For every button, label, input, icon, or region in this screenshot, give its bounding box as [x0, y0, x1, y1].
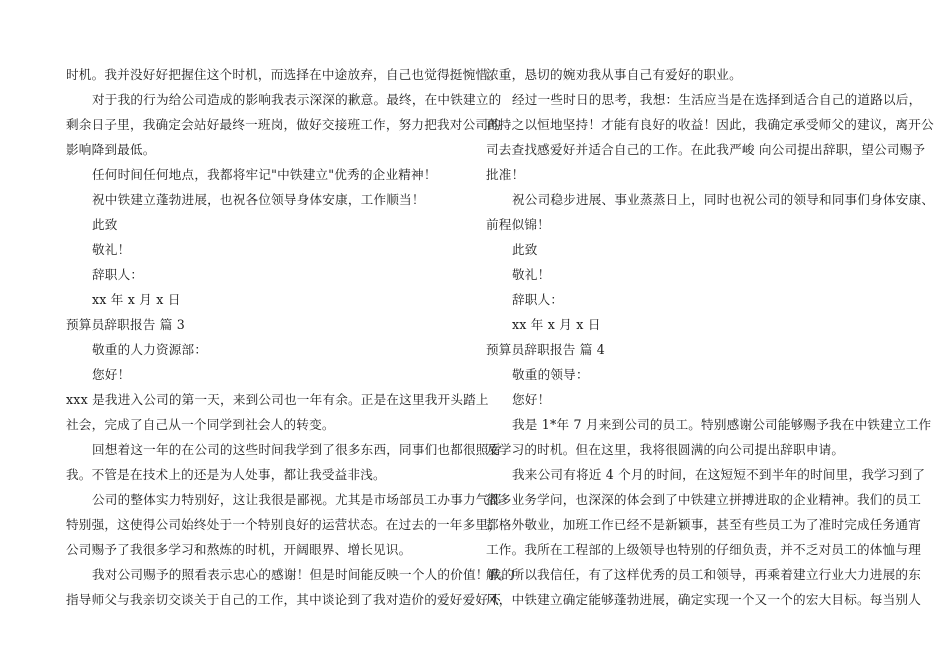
text-line: 及学习的时机。但在这里，我将很圆满的向公司提出辞职申请。	[486, 442, 845, 457]
text-line: 解。所以我信任，有了这样优秀的员工和领导，再乘着建立行业大力进展的东	[486, 567, 921, 582]
text-line: 敬礼！	[92, 242, 131, 257]
text-line: 此致	[512, 242, 538, 257]
text-line: 很多业务学问，也深深的体会到了中铁建立拼搏进取的企业精神。我们的员工	[486, 492, 921, 507]
text-line: 影响降到最低。	[66, 142, 156, 157]
text-line: 剩余日子里，我确定会站好最终一班岗，做好交接班工作，努力把我对公司的	[66, 117, 501, 132]
text-line: 公司的整体实力特别好，这让我很是鄙视。尤其是市场部员工办事力气都	[92, 492, 502, 507]
text-line: 再持之以恒地坚持！才能有良好的收益！因此，我确定承受师父的建议，离开公	[486, 117, 934, 132]
text-line: 您好！	[92, 367, 131, 382]
text-line: 回想着这一年的在公司的这些时间我学到了很多东西，同事们也都很照看	[92, 442, 502, 457]
text-line: 公司赐予了我很多学习和熬炼的时机，开阔眼界、增长见识。	[66, 542, 412, 557]
text-line: 辞职人：	[92, 267, 144, 282]
text-line: 敬重的人力资源部：	[92, 342, 208, 357]
text-line: 风，中铁建立确定能够蓬勃进展，确定实现一个又一个的宏大目标。每当别人	[486, 592, 921, 607]
text-line: 敬重的领导：	[512, 367, 589, 382]
text-line: 预算员辞职报告 篇 4	[486, 342, 605, 357]
text-line: 经过一些时日的思考，我想：生活应当是在选择到适合自己的道路以后，	[512, 92, 922, 107]
text-line: 此致	[92, 217, 118, 232]
text-line: 特别强，这使得公司始终处于一个特别良好的运营状态。在过去的一年多里，	[66, 517, 501, 532]
text-line: 我来公司有将近 4 个月的时间，在这短短不到半年的时间里，我学习到了	[512, 467, 926, 482]
text-line: xxx 是我进入公司的第一天，来到公司也一年有余。正是在这里我开头踏上	[66, 392, 489, 407]
text-line: 社会，完成了自己从一个同学到社会人的转变。	[66, 417, 335, 432]
text-line: 前程似锦！	[486, 217, 550, 232]
text-line: 我对公司赐予的照看表示忠心的感谢！但是时间能反映一个人的价值！我的	[92, 567, 515, 582]
text-line: 司去查找感爱好并适合自己的工作。在此我严峻 向公司提出辞职，望公司赐予	[486, 142, 926, 157]
text-line: 任何时间任何地点，我都将牢记"中铁建立"优秀的企业精神！	[92, 167, 437, 182]
text-line: xx 年 x 月 x 日	[512, 317, 601, 332]
right-text-column	[486, 62, 935, 612]
text-line: 敬礼！	[512, 267, 551, 282]
text-line: 批准！	[486, 167, 525, 182]
text-line: 工作。我所在工程部的上级领导也特别的仔细负责，并不乏对员工的体恤与理	[486, 542, 921, 557]
text-line: 辞职人：	[512, 292, 564, 307]
text-line: 时机。我并没好好把握住这个时机，而选择在中途放弃，自己也觉得挺惋惜。	[66, 67, 501, 82]
text-line: 我。不管是在技术上的还是为人处事，都让我受益非浅。	[66, 467, 386, 482]
text-line: 祝公司稳步进展、事业蒸蒸日上，同时也祝公司的领导和同事们身体安康、	[512, 192, 935, 207]
text-line: 都格外敬业，加班工作已经不是新颖事，甚至有些员工为了准时完成任务通宵	[486, 517, 921, 532]
text-line: 预算员辞职报告 篇 3	[66, 317, 185, 332]
text-line: xx 年 x 月 x 日	[92, 292, 181, 307]
text-line: 您好！	[512, 392, 551, 407]
text-line: 祝中铁建立蓬勃进展，也祝各位领导身体安康，工作顺当！	[92, 192, 425, 207]
text-line: 对于我的行为给公司造成的影响我表示深深的歉意。最终，在中铁建立的	[92, 92, 502, 107]
text-line: 指导师父与我亲切交谈关于自己的工作，其中谈论到了我对造价的爱好爱好不	[66, 592, 501, 607]
text-line: 浓重，恳切的婉劝我从事自己有爱好的职业。	[486, 67, 742, 82]
text-line: 我是 1*年 7 月来到公司的员工。特别感谢公司能够赐予我在中铁建立工作	[512, 417, 932, 432]
